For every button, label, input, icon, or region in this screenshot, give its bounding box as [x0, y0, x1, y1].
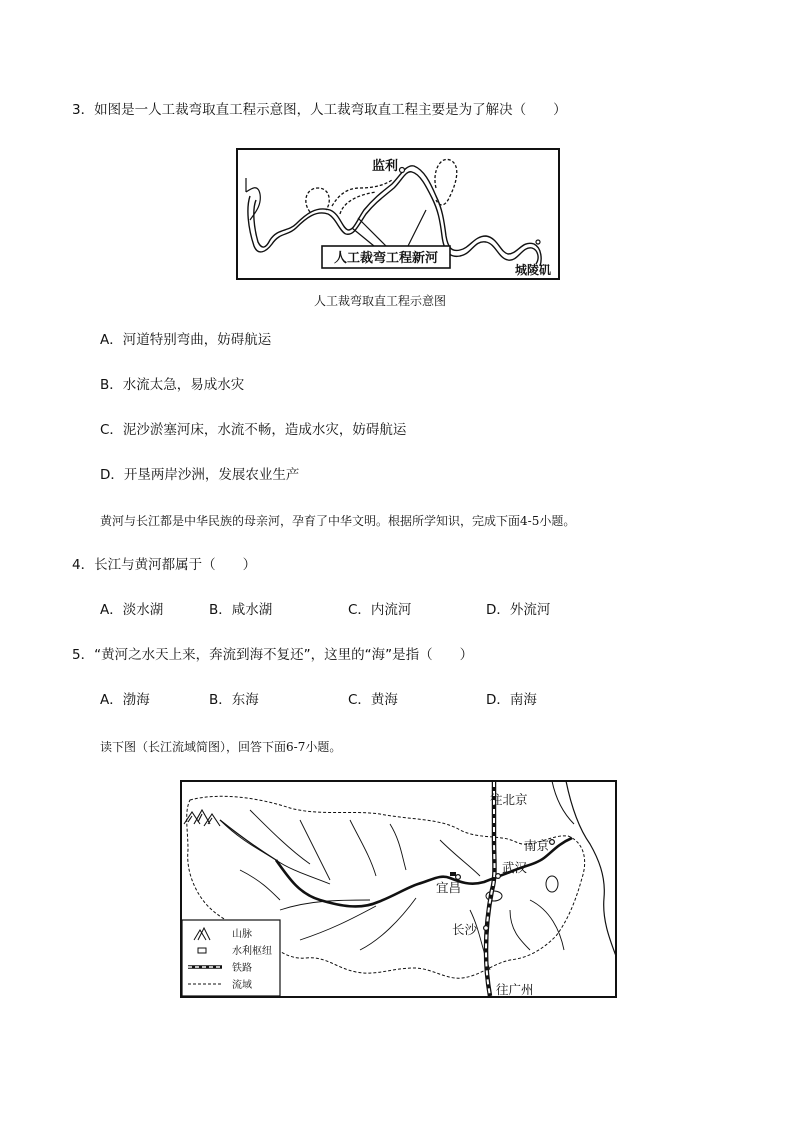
q3-option-a: A．河道特别弯曲，妨碍航运 — [100, 332, 272, 348]
q3-option-c: C．泥沙淤塞河床，水流不畅，造成水灾，妨碍航运 — [100, 422, 407, 438]
q5-option-c: C．黄海 — [348, 692, 398, 708]
q3-stem: 3．如图是一人工裁弯取直工程示意图，人工裁弯取直工程主要是为了解决（ ） — [72, 102, 567, 118]
q5-option-a: A．渤海 — [100, 692, 150, 708]
jianli-marker — [400, 168, 405, 173]
legend-basin: 流域 — [232, 980, 252, 991]
new-river-label: 人工裁弯工程新河 — [333, 251, 439, 266]
q5-option-b: B．东海 — [209, 692, 259, 708]
legend-railway: 铁路 — [232, 963, 252, 974]
yichang-dot — [456, 875, 461, 880]
legend-mountain: 山脉 — [232, 929, 252, 940]
yichang-label: 宜昌 — [436, 880, 462, 895]
poyang-lake — [546, 876, 558, 892]
q4-option-b: B．咸水湖 — [209, 602, 273, 618]
changsha-label: 长沙 — [452, 922, 478, 937]
changsha-dot — [484, 926, 489, 931]
q5-option-d: D．南海 — [486, 692, 537, 708]
q3-caption: 人工裁弯取直工程示意图 — [314, 294, 447, 308]
legend-hydro-icon — [198, 948, 206, 953]
sanxia-hydro-icon — [450, 872, 456, 876]
q3-option-b: B．水流太急，易成水灾 — [100, 377, 245, 393]
jianli-label: 监利 — [372, 159, 399, 174]
guangzhou-label: 往广州 — [496, 982, 534, 997]
intro-4-5: 黄河与长江都是中华民族的母亲河，孕育了中华文明。根据所学知识，完成下面4-5小题。 — [100, 514, 576, 528]
nanjing-dot — [550, 840, 555, 845]
yangtze-basin-map — [180, 780, 617, 998]
q4-option-c: C．内流河 — [348, 602, 412, 618]
cutoff-diagram — [236, 148, 560, 280]
chenglingji-label: 城陵矶 — [515, 263, 552, 277]
q4-option-d: D．外流河 — [486, 602, 551, 618]
legend-hydro: 水利枢纽 — [232, 946, 272, 957]
wuhan-label: 武汉 — [502, 860, 528, 875]
q4-option-a: A．淡水湖 — [100, 602, 164, 618]
map-legend — [182, 920, 280, 996]
q4-stem: 4．长江与黄河都属于（ ） — [72, 557, 257, 573]
beijing-label: 往北京 — [490, 792, 528, 807]
q3-option-d: D．开垦两岸沙洲，发展农业生产 — [100, 467, 300, 483]
nanjing-label: 南京 — [524, 838, 550, 853]
wuhan-dot — [496, 874, 501, 879]
q5-stem: 5．“黄河之水天上来，奔流到海不复还”，这里的“海”是指（ ） — [72, 647, 474, 663]
chenglingji-marker — [536, 240, 540, 244]
intro-6-7: 读下图（长江流域简图），回答下面6-7小题。 — [100, 740, 342, 754]
